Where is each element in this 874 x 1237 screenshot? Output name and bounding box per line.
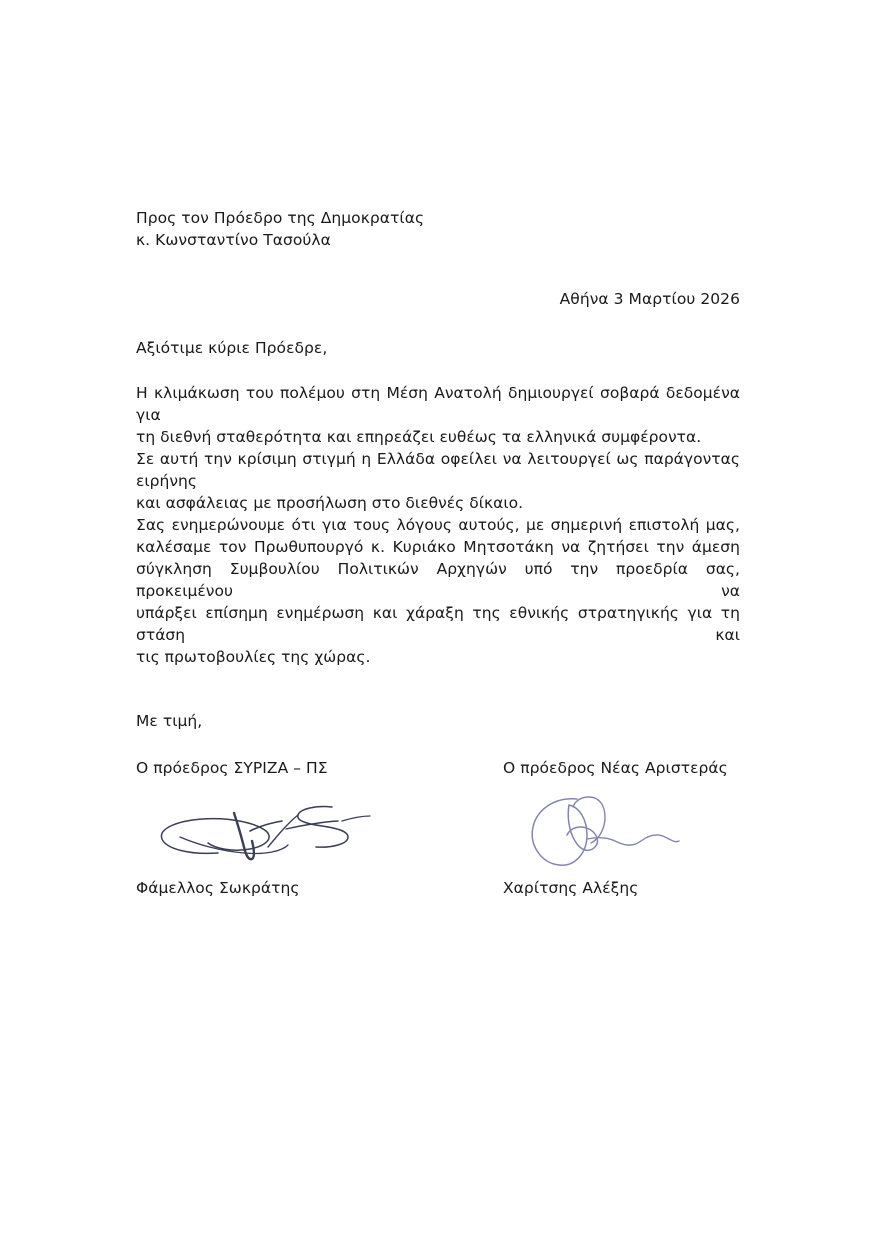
body-line: υπάρξει επίσημη ενημέρωση και χάραξη της εθνικής στρατηγικής για τη στάση και (136, 604, 740, 644)
body-line: Σας ενημερώνουμε ότι για τους λόγους αυτούς, με σημερινή επιστολή μας, (136, 516, 740, 534)
handwritten-signature-icon (503, 787, 803, 875)
body-paragraphs (136, 382, 740, 668)
body-line: Σε αυτή την κρίσιμη στιγμή η Ελλάδα οφείλει να λειτουργεί ως παράγοντας ειρήνης (136, 450, 740, 490)
body-line: τις πρωτοβουλίες της χώρας. (136, 648, 371, 666)
signatory-name: Φάμελλος Σωκράτης (136, 879, 300, 897)
handwritten-signature-icon (136, 787, 436, 875)
body-line: τη διεθνή σταθερότητα και επηρεάζει ευθέως τα ελληνικά συμφέροντα. (136, 428, 702, 446)
body-line: σύγκληση Συμβουλίου Πολιτικών Αρχηγών υπό την προεδρία σας, προκειμένου να (136, 560, 740, 600)
signatory-block-left (136, 757, 436, 899)
date-line: Αθήνα 3 Μαρτίου 2026 (559, 290, 740, 308)
signatory-title: Ο πρόεδρος Νέας Αριστεράς (503, 759, 728, 777)
recipient-line-1: Προς τον Πρόεδρο της Δημοκρατίας (136, 209, 425, 227)
body-line: καλέσαμε τον Πρωθυπουργό κ. Κυριάκο Μητσοτάκη να ζητήσει την άμεση (136, 538, 740, 556)
recipient-line-2: κ. Κωνσταντίνο Τασούλα (136, 231, 331, 249)
body-line: Η κλιμάκωση του πολέμου στη Μέση Ανατολή δημιουργεί σοβαρά δεδομένα για (136, 384, 740, 424)
salutation: Αξιότιμε κύριε Πρόεδρε, (136, 339, 328, 357)
signature-row (136, 757, 740, 907)
signatory-title: Ο πρόεδρος ΣΥΡΙΖΑ – ΠΣ (136, 759, 328, 777)
closing-line: Με τιμή, (136, 712, 203, 730)
signatory-name: Χαρίτσης Αλέξης (503, 879, 639, 897)
body-line: και ασφάλειας με προσήλωση στο διεθνές δίκαιο. (136, 494, 524, 512)
letter-body (136, 207, 740, 907)
signatory-block-right (503, 757, 803, 899)
recipient-block (136, 207, 740, 251)
